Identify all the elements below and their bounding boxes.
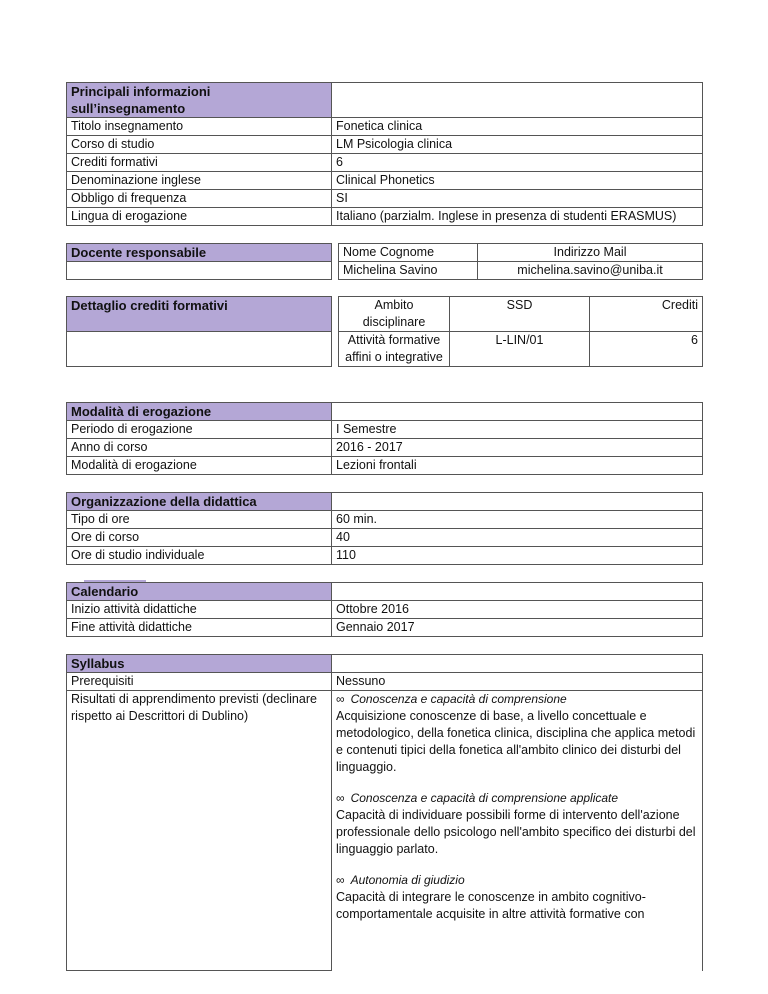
modalita-value: Lezioni frontali xyxy=(332,457,703,475)
infinity-bullet-icon: ∞ xyxy=(336,873,345,887)
modalita-label: Modalità di erogazione xyxy=(67,457,332,475)
organizzazione-value: 40 xyxy=(332,529,703,547)
info-label: Lingua di erogazione xyxy=(67,208,332,226)
info-label: Obbligo di frequenza xyxy=(67,190,332,208)
syllabus-item-title: ∞ Conoscenza e capacità di comprensione applicate xyxy=(336,791,619,805)
info-table xyxy=(66,82,703,226)
calendario-header: Calendario xyxy=(67,583,332,601)
infinity-bullet-icon: ∞ xyxy=(336,791,345,805)
info-label: Crediti formativi xyxy=(67,154,332,172)
docente-name: Michelina Savino xyxy=(339,262,478,280)
modalita-value: I Semestre xyxy=(332,421,703,439)
calendario-value: Ottobre 2016 xyxy=(332,601,703,619)
infinity-bullet-icon: ∞ xyxy=(336,692,345,706)
docente-col-name: Nome Cognome xyxy=(339,244,478,262)
calendario-value: Gennaio 2017 xyxy=(332,619,703,637)
info-header: Principali informazioni sull’insegnamento xyxy=(67,83,332,118)
calendario-table xyxy=(66,582,703,637)
syllabus-item-title: ∞ Conoscenza e capacità di comprensione xyxy=(336,692,567,706)
organizzazione-value: 110 xyxy=(332,547,703,565)
modalita-label: Anno di corso xyxy=(67,439,332,457)
info-header-empty xyxy=(332,83,703,118)
modalita-value: 2016 - 2017 xyxy=(332,439,703,457)
docente-table xyxy=(66,243,703,280)
syllabus-header: Syllabus xyxy=(67,655,332,673)
syllabus-prereq-value: Nessuno xyxy=(332,673,703,691)
info-value: SI xyxy=(332,190,703,208)
crediti-ambito: Attività formative affini o integrative xyxy=(339,332,450,367)
syllabus-item-text: Acquisizione conoscenze di base, a livello concettuale e metodologico, della fonetica clinica, disciplina che applica metodi e contenuti tipici della fonetica all'ambito clinico dei disturbi del linguaggio. xyxy=(336,709,696,774)
modalita-header: Modalità di erogazione xyxy=(67,403,332,421)
organizzazione-label: Ore di corso xyxy=(67,529,332,547)
info-value: 6 xyxy=(332,154,703,172)
crediti-col-ambito: Ambito disciplinare xyxy=(339,297,450,332)
crediti-ssd: L-LIN/01 xyxy=(450,332,590,367)
organizzazione-table xyxy=(66,492,703,565)
syllabus-item-text: Capacità di individuare possibili forme di intervento dell'azione professionale dello psicologo nell'ambito specifico dei disturbi del linguaggio parlato. xyxy=(336,808,696,856)
syllabus-table xyxy=(66,654,703,971)
info-value: Fonetica clinica xyxy=(332,118,703,136)
docente-header: Docente responsabile xyxy=(67,244,332,262)
calendario-label: Fine attività didattiche xyxy=(67,619,332,637)
organizzazione-header: Organizzazione della didattica xyxy=(67,493,332,511)
modalita-table xyxy=(66,402,703,475)
syllabus-risultati-label: Risultati di apprendimento previsti (declinare rispetto ai Descrittori di Dublino) xyxy=(67,691,332,971)
crediti-value: 6 xyxy=(590,332,703,367)
info-value: Clinical Phonetics xyxy=(332,172,703,190)
syllabus-item-title: ∞ Autonomia di giudizio xyxy=(336,873,465,887)
syllabus-prereq-label: Prerequisiti xyxy=(67,673,332,691)
organizzazione-label: Tipo di ore xyxy=(67,511,332,529)
info-label: Corso di studio xyxy=(67,136,332,154)
calendario-label: Inizio attività didattiche xyxy=(67,601,332,619)
docente-col-email: Indirizzo Mail xyxy=(478,244,703,262)
crediti-header: Dettaglio crediti formativi xyxy=(67,297,332,332)
syllabus-item-text: Capacità di integrare le conoscenze in ambito cognitivo-comportamentale acquisite in altre attività formative con xyxy=(336,890,646,921)
info-label: Titolo insegnamento xyxy=(67,118,332,136)
organizzazione-value: 60 min. xyxy=(332,511,703,529)
info-value: Italiano (parzialm. Inglese in presenza di studenti ERASMUS) xyxy=(332,208,703,226)
crediti-col-ssd: SSD xyxy=(450,297,590,332)
modalita-label: Periodo di erogazione xyxy=(67,421,332,439)
crediti-table xyxy=(66,296,703,367)
docente-email: michelina.savino@uniba.it xyxy=(478,262,703,280)
info-value: LM Psicologia clinica xyxy=(332,136,703,154)
syllabus-risultati-content xyxy=(332,691,703,971)
crediti-col-crediti: Crediti xyxy=(590,297,703,332)
organizzazione-label: Ore di studio individuale xyxy=(67,547,332,565)
info-label: Denominazione inglese xyxy=(67,172,332,190)
